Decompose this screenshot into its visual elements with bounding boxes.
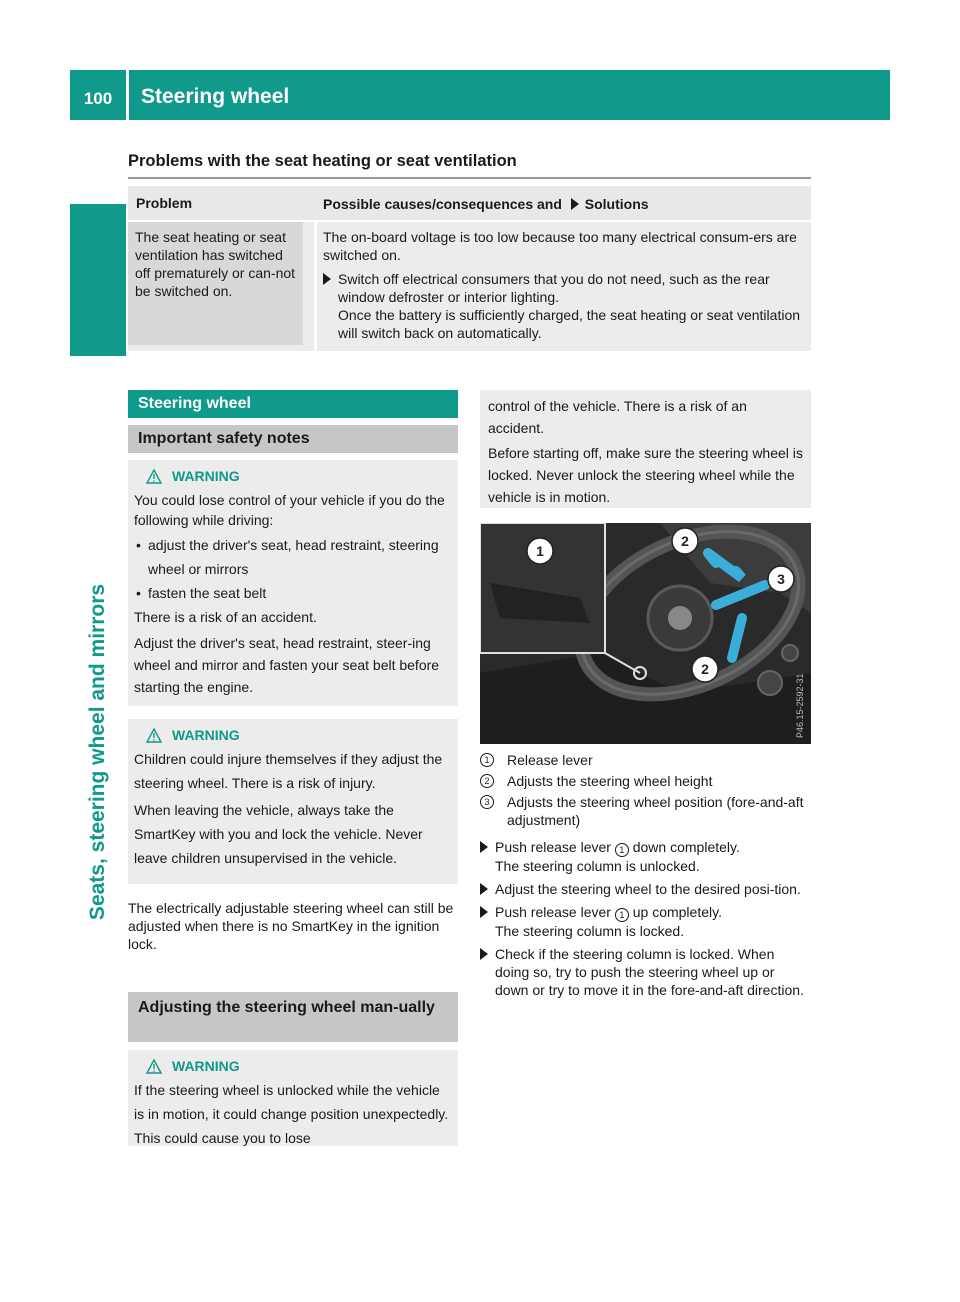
arrow-icon — [323, 273, 331, 285]
arrow-icon — [480, 841, 488, 853]
warning-triangle-icon — [146, 1059, 162, 1074]
col-solutions-header-text: Possible causes/consequences and — [323, 196, 562, 212]
warning-box — [128, 719, 458, 884]
number-badge: 3 — [480, 795, 494, 809]
instruction-step — [480, 945, 811, 999]
warning-text: Children could injure themselves if they adjust the steering wheel. There is a risk of injury. — [134, 751, 443, 791]
step-text-part: Push release lever — [495, 904, 611, 920]
warning-triangle-icon — [146, 728, 162, 743]
col-problem-header: Problem — [136, 195, 193, 211]
instruction-steps — [480, 838, 811, 1004]
step-text — [495, 903, 811, 922]
instruction-step — [480, 903, 811, 940]
step-text: Check if the steering column is locked. When doing so, try to push the steering wheel up or down or try to move it in the fore-and-aft direction. — [495, 946, 804, 998]
solution-text: Switch off electrical consumers that you do not need, such as the rear window defroster or interior lighting. — [338, 271, 770, 305]
photo-code: P46.15-2592-31 — [795, 673, 805, 738]
steering-wheel-illustration — [480, 523, 811, 744]
header-divider — [126, 70, 129, 120]
step-text: Adjust the steering wheel to the desired posi-tion. — [495, 881, 801, 897]
solution-step — [323, 270, 807, 342]
warning-box — [128, 1050, 458, 1146]
page-title: Steering wheel — [141, 85, 290, 108]
legend-list — [480, 751, 811, 832]
warning-text: Adjust the driver's seat, head restraint, steer-ing wheel and mirror and fasten your seat belt before starting the engine. — [134, 635, 440, 695]
page-number: 100 — [83, 89, 113, 108]
body-text: The electrically adjustable steering wheel can still be adjusted when there is no SmartKey in the ignition lock. — [128, 900, 454, 952]
table-row — [128, 222, 811, 351]
number-badge: 1 — [615, 908, 629, 922]
solution-cell — [323, 228, 807, 342]
list-item — [480, 793, 811, 829]
table-header-row — [128, 186, 811, 220]
arrow-icon — [480, 883, 488, 895]
chapter-side-label: Seats, steering wheel and mirrors — [86, 583, 109, 921]
number-badge: 1 — [480, 753, 494, 767]
warning-text: Before starting off, make sure the steering wheel is locked. Never unlock the steering wheel while the vehicle is in motion. — [488, 445, 803, 505]
steering-wheel-photo — [480, 523, 811, 744]
safety-notes-heading: Important safety notes — [128, 425, 458, 453]
svg-text:1: 1 — [536, 543, 544, 559]
number-badge: 2 — [480, 774, 494, 788]
warning-text: control of the vehicle. There is a risk of an accident. — [488, 398, 747, 436]
col-solutions-header — [323, 196, 649, 212]
warning-label: WARNING — [172, 727, 240, 743]
warning-text: If the steering wheel is unlocked while the vehicle is in motion, it could change position unexpectedly. This could cause you to lose — [134, 1082, 449, 1146]
legend-text: Adjusts the steering wheel height — [507, 773, 713, 789]
warning-continued-box — [480, 390, 811, 508]
legend-text: Release lever — [507, 752, 593, 768]
column-divider — [314, 222, 317, 351]
svg-text:3: 3 — [777, 571, 785, 587]
list-item: • adjust the driver's seat, head restraint, steering wheel or mirrors — [134, 533, 453, 581]
warning-title — [134, 464, 453, 488]
svg-text:2: 2 — [701, 661, 709, 677]
warning-label: WARNING — [172, 468, 240, 484]
arrow-icon — [480, 948, 488, 960]
problems-heading: Problems with the seat heating or seat ventilation — [128, 152, 517, 170]
warning-triangle-icon — [146, 469, 162, 484]
warning-text: When leaving the vehicle, always take the SmartKey with you and lock the vehicle. Never leave children unsupervised in the vehicle. — [134, 802, 423, 866]
warning-label: WARNING — [172, 1058, 240, 1074]
problem-cell: The seat heating or seat ventilation has switched off prematurely or can-not be switched on. — [128, 222, 303, 345]
step-text-part: down completely. — [632, 839, 740, 855]
arrow-icon — [480, 906, 488, 918]
chapter-tab — [70, 204, 126, 356]
warning-title — [134, 1054, 453, 1078]
list-item — [480, 751, 811, 769]
step-text-part: up completely. — [632, 904, 722, 920]
solution-result: Once the battery is sufficiently charged, the seat heating or seat ventilation will switch back on automatically. — [338, 307, 801, 341]
warning-text: You could lose control of your vehicle if you do the following while driving: — [134, 492, 445, 528]
step-text — [495, 838, 811, 857]
instruction-step — [480, 880, 811, 898]
instruction-step — [480, 838, 811, 875]
legend-text: Adjusts the steering wheel position (fore-and-aft adjustment) — [507, 794, 804, 828]
section-divider — [128, 177, 811, 179]
step-result: The steering column is unlocked. — [495, 858, 700, 874]
adjusting-heading: Adjusting the steering wheel man-ually — [128, 992, 458, 1042]
list-item — [480, 772, 811, 790]
svg-text:2: 2 — [681, 533, 689, 549]
col-solutions-header-label: Solutions — [584, 196, 649, 212]
step-text-part: Push release lever — [495, 839, 611, 855]
cause-text: The on-board voltage is too low because too many electrical consum-ers are switched on. — [323, 229, 797, 263]
number-badge: 1 — [615, 843, 629, 857]
warning-title — [134, 723, 453, 747]
warning-text: There is a risk of an accident. — [134, 609, 317, 625]
list-item: • fasten the seat belt — [134, 581, 453, 605]
warning-box — [128, 460, 458, 706]
step-result: The steering column is locked. — [495, 923, 685, 939]
arrow-icon — [571, 198, 579, 210]
steering-wheel-heading: Steering wheel — [128, 390, 458, 418]
